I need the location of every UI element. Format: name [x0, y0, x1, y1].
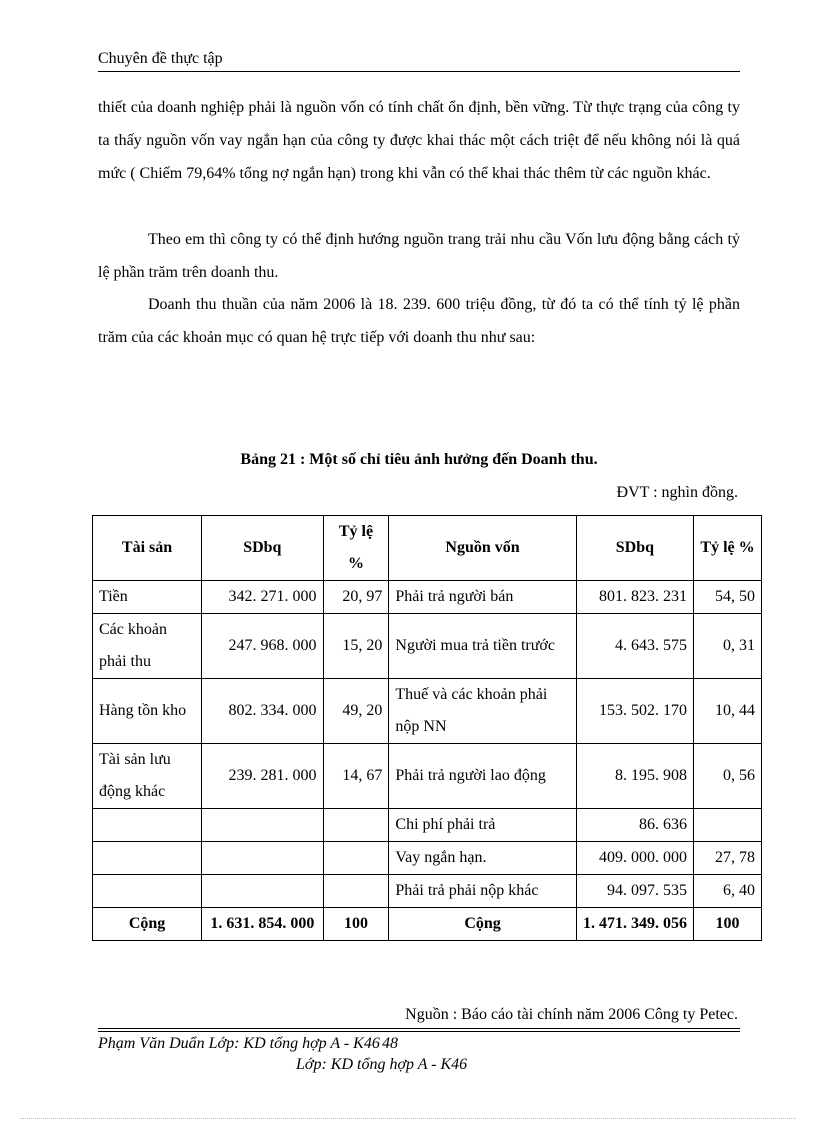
table-cell: 409. 000. 000 [576, 842, 693, 875]
page-bottom-border [20, 1118, 796, 1119]
total-label: Cộng [389, 908, 576, 941]
table-cell: 801. 823. 231 [576, 581, 693, 614]
table-cell [323, 875, 389, 908]
table-cell: 239. 281. 000 [202, 744, 323, 809]
table-cell: Người mua trả tiền trước [389, 614, 576, 679]
table-cell [202, 809, 323, 842]
paragraph-1: thiết của doanh nghiệp phải là nguồn vốn có tính chất ổn định, bền vững. Từ thực trạng của công ty ta thấy nguồn vốn vay ngắn hạn của công ty được khai thác một cách triệt để nếu không nói là quá mức ( Chiếm 79,64% tổng nợ ngắn hạn) trong khi vẫn có thể khai thác thêm từ các nguồn khác. [98, 99, 740, 182]
table-cell: Các khoản phải thu [93, 614, 202, 679]
table-cell [202, 875, 323, 908]
footer-class: Lớp: KD tổng hợp A - K46 [296, 1056, 468, 1073]
header-cell: SDbq [576, 516, 693, 581]
table-cell: 27, 78 [694, 842, 762, 875]
paragraph-3: Doanh thu thuần của năm 2006 là 18. 239. 600 triệu đồng, từ đó ta có thể tính tỷ lệ phần trăm của các khoản mục có quan hệ trực tiếp với doanh thu như sau: [98, 296, 740, 346]
header-cell: Tỷ lệ % [323, 516, 389, 581]
table-cell: 247. 968. 000 [202, 614, 323, 679]
table-source: Nguồn : Báo cáo tài chính năm 2006 Công ty Petec. [405, 1006, 738, 1023]
total-cell: 1. 471. 349. 056 [576, 908, 693, 941]
header-cell: Tỷ lệ % [694, 516, 762, 581]
table-cell: Phải trả người lao động [389, 744, 576, 809]
table-cell: 54, 50 [694, 581, 762, 614]
table-row [93, 744, 762, 809]
table-cell [694, 809, 762, 842]
table-cell: 342. 271. 000 [202, 581, 323, 614]
header-cell: Nguồn vốn [389, 516, 576, 581]
table-cell [323, 842, 389, 875]
footer-divider-double [98, 1031, 740, 1032]
table-cell: 153. 502. 170 [576, 679, 693, 744]
table-cell: 10, 44 [694, 679, 762, 744]
table-cell: 15, 20 [323, 614, 389, 679]
table-cell: 8. 195. 908 [576, 744, 693, 809]
table-cell: Phải trả phải nộp khác [389, 875, 576, 908]
table-unit: ĐVT : nghìn đồng. [616, 484, 738, 501]
table-cell: Chi phí phải trả [389, 809, 576, 842]
total-cell: 100 [694, 908, 762, 941]
header-title: Chuyên đề thực tập [98, 50, 223, 67]
table-cell: 0, 31 [694, 614, 762, 679]
table-row [93, 842, 762, 875]
paragraph-2: Theo em thì công ty có thể định hướng nguồn trang trải nhu cầu Vốn lưu động bằng cách tỷ lệ phần trăm trên doanh thu. [98, 231, 740, 281]
footer-divider [98, 1028, 740, 1029]
table-cell: 94. 097. 535 [576, 875, 693, 908]
table-row [93, 875, 762, 908]
table-row [93, 809, 762, 842]
total-cell: 1. 631. 854. 000 [202, 908, 323, 941]
table-cell: 14, 67 [323, 744, 389, 809]
table-cell: Phải trả người bán [389, 581, 576, 614]
table-cell: 6, 40 [694, 875, 762, 908]
table-cell [93, 842, 202, 875]
total-label: Cộng [93, 908, 202, 941]
table-cell: Hàng tồn kho [93, 679, 202, 744]
header-cell: SDbq [202, 516, 323, 581]
header-divider [98, 71, 740, 72]
table-header-row [93, 516, 762, 581]
table-total-row [93, 908, 762, 941]
header-cell: Tài sản [93, 516, 202, 581]
total-cell: 100 [323, 908, 389, 941]
table-row [93, 614, 762, 679]
table-cell: Thuế và các khoản phải nộp NN [389, 679, 576, 744]
table-row [93, 581, 762, 614]
table-cell: Vay ngắn hạn. [389, 842, 576, 875]
table-cell: 0, 56 [694, 744, 762, 809]
table-cell: 4. 643. 575 [576, 614, 693, 679]
table-cell: 49, 20 [323, 679, 389, 744]
table-cell: 86. 636 [576, 809, 693, 842]
table-cell [93, 809, 202, 842]
table-cell: 802. 334. 000 [202, 679, 323, 744]
table-cell [202, 842, 323, 875]
table-row [93, 679, 762, 744]
table-cell: Tài sản lưu động khác [93, 744, 202, 809]
footer-author: Phạm Văn Duẩn Lớp: KD tổng hợp A - K46 [98, 1035, 380, 1052]
table-caption: Bảng 21 : Một số chỉ tiêu ảnh hưởng đến Doanh thu. [240, 451, 598, 468]
data-table [92, 515, 762, 941]
table-cell [93, 875, 202, 908]
table-cell [323, 809, 389, 842]
table-cell: Tiền [93, 581, 202, 614]
page-number: 48 [382, 1035, 398, 1052]
table-cell: 20, 97 [323, 581, 389, 614]
